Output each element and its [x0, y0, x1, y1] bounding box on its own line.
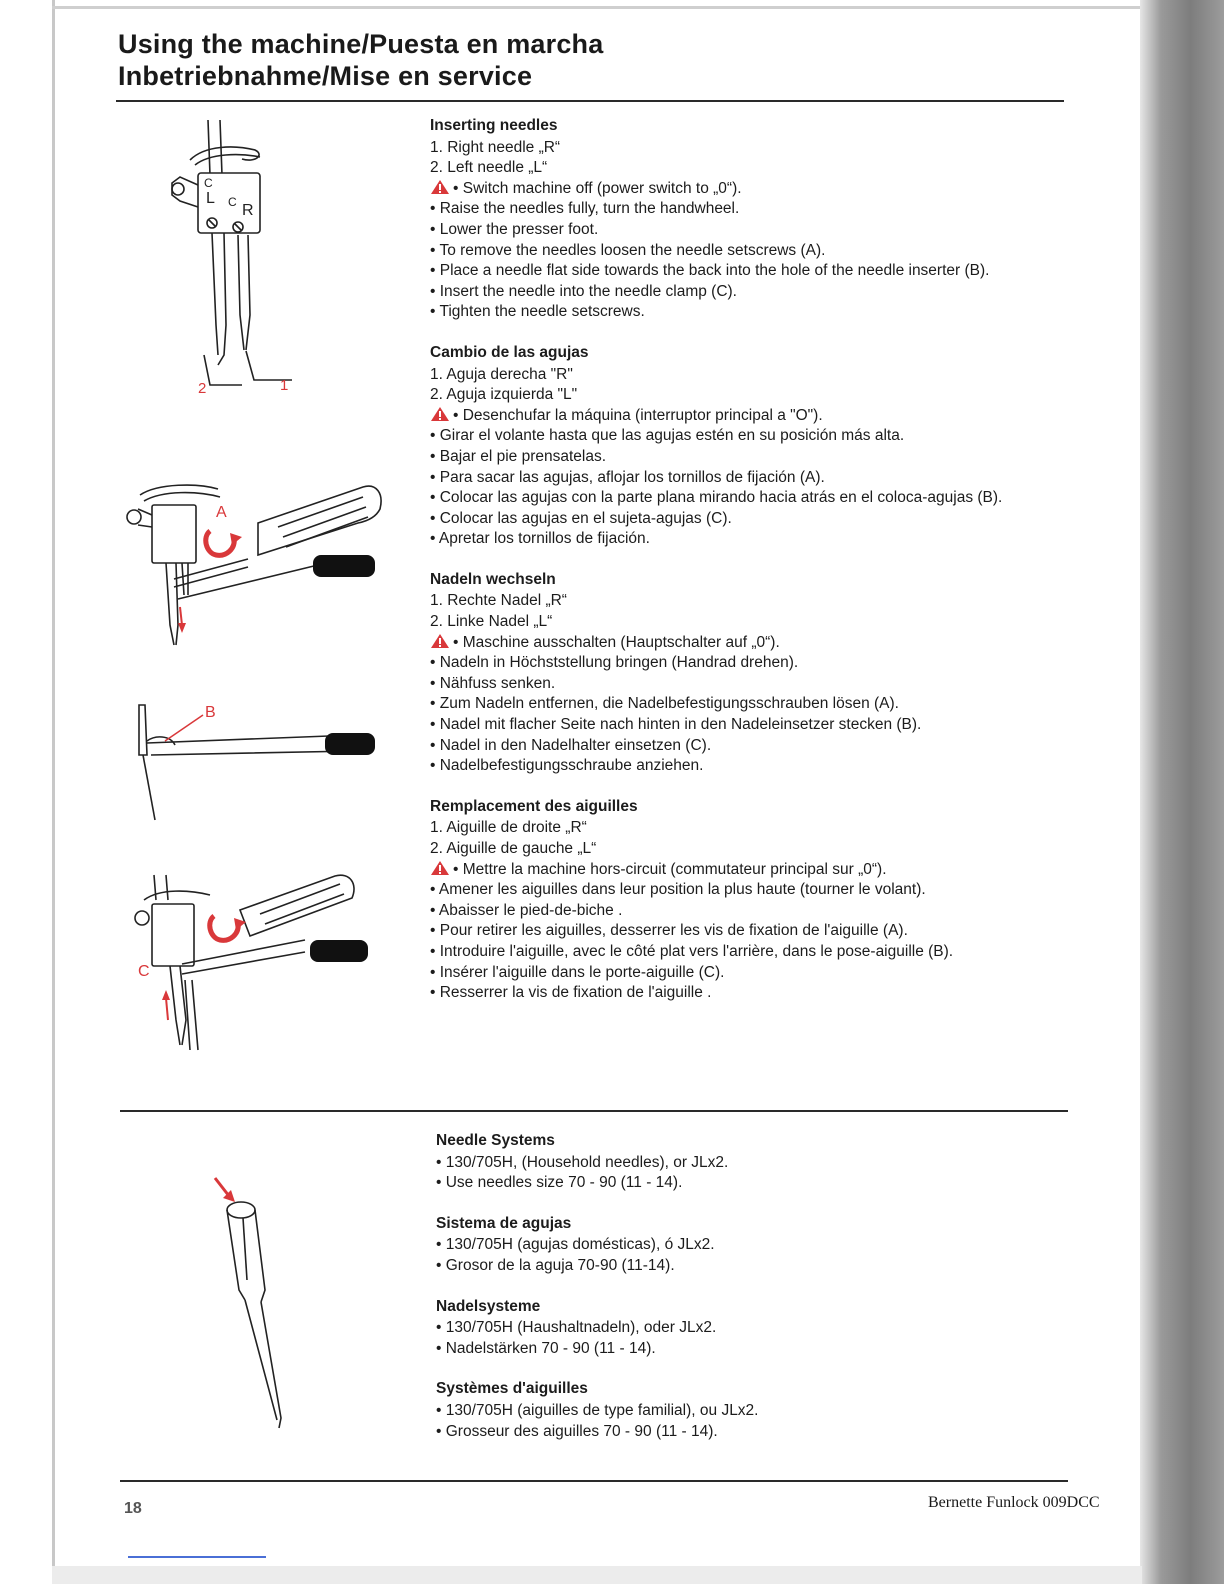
title-rule [116, 100, 1064, 102]
footer-brand: Bernette Funlock 009DCC [928, 1494, 1100, 1511]
section-heading: Cambio de las agujas [430, 343, 589, 361]
instruction-text: • Mettre la machine hors-circuit (commutateur principal sur „0“). [453, 860, 887, 878]
instruction-line: • Tighten the needle setscrews. [430, 303, 645, 321]
instruction-line: • Nähfuss senken. [430, 674, 556, 692]
label-c-small: C [228, 195, 237, 209]
bottom-link-underline [128, 1556, 266, 1558]
inserting-needles-section [430, 116, 1002, 1024]
instruction-line: 2. Linke Nadel „L“ [430, 613, 553, 631]
label-b: B [205, 704, 216, 721]
flat-side-arrow [215, 1178, 229, 1196]
instruction-line: 1. Rechte Nadel „R“ [430, 592, 567, 610]
up-arrow-head [162, 990, 170, 1000]
warning-icon [430, 633, 450, 649]
systems-block-es [436, 1214, 759, 1277]
page-number: 18 [124, 1500, 142, 1517]
instruction-line: • Lower the presser foot. [430, 220, 599, 238]
instruction-line: • Insert the needle into the needle clamp (C). [430, 282, 737, 300]
instruction-line: • Introduire l'aiguille, avec le côté plat vers l'arrière, dans le pose-aiguille (B). [430, 942, 954, 960]
section-heading: Systèmes d'aiguilles [436, 1380, 588, 1398]
instruction-line: • Nadelbefestigungsschraube anziehen. [430, 757, 704, 775]
label-needle-2: 2 [198, 380, 207, 397]
label-a: A [216, 504, 227, 521]
section-heading: Sistema de agujas [436, 1214, 572, 1232]
label-b-leader [165, 715, 203, 741]
instruction-line: • To remove the needles loosen the needle setscrews (A). [430, 241, 826, 259]
instruction-line: • Abaisser le pied-de-biche . [430, 901, 623, 919]
label-needle-1: 1 [280, 377, 289, 394]
warning-icon [430, 860, 450, 876]
instruction-line: • Colocar las agujas con la parte plana mirando hacia atrás en el coloca-agujas (B). [430, 489, 1003, 507]
page-bottom-edge [52, 1566, 1142, 1584]
systems-block-de [436, 1297, 759, 1360]
instruction-line-warning [430, 860, 1002, 881]
needle-clamp-figure [150, 115, 300, 405]
instruction-text: • Desenchufar la máquina (interruptor principal a "O"). [453, 406, 823, 424]
section-heading: Nadeln wechseln [430, 570, 556, 588]
scan-binding-shadow [1140, 0, 1224, 1584]
needle-systems-section [436, 1131, 759, 1462]
needle-clamp-insert-figure [130, 870, 380, 1060]
systems-block-fr [436, 1379, 759, 1442]
instruction-line: • Zum Nadeln entfernen, die Nadelbefestigungsschrauben lösen (A). [430, 695, 899, 713]
instruction-line: • 130/705H (agujas domésticas), ó JLx2. [436, 1236, 715, 1254]
warning-icon [430, 406, 450, 422]
instruction-line-warning [430, 406, 1002, 427]
instruction-line: • Nadeln in Höchststellung bringen (Handrad drehen). [430, 654, 799, 672]
tighten-arrow [210, 916, 239, 940]
instruction-line: • Amener les aiguilles dans leur position la plus haute (tourner le volant). [430, 881, 926, 899]
page-title [118, 28, 603, 92]
footer-rule [120, 1480, 1068, 1482]
warning-icon [430, 179, 450, 195]
label-c: C [204, 176, 213, 190]
instruction-line: • Place a needle flat side towards the back into the hole of the needle inserter (B). [430, 262, 990, 280]
instruction-line: • Use needles size 70 - 90 (11 - 14). [436, 1174, 683, 1192]
instruction-line: • Bajar el pie prensatelas. [430, 447, 607, 465]
instruction-line: 2. Aiguille de gauche „L“ [430, 840, 597, 857]
instruction-line: 2. Left needle „L“ [430, 159, 548, 177]
lang-block-fr [430, 797, 1002, 1004]
section-heading: Needle Systems [436, 1132, 555, 1149]
section-heading: Nadelsysteme [436, 1297, 541, 1315]
instruction-line: 1. Right needle „R“ [430, 138, 561, 156]
needle-inserter-figure [125, 695, 385, 825]
instruction-line: • Apretar los tornillos de fijación. [430, 530, 650, 548]
instruction-line: 1. Aiguille de droite „R“ [430, 819, 587, 837]
section-heading: Inserting needles [430, 117, 558, 134]
lang-block-de [430, 570, 1002, 777]
label-l: L [206, 190, 215, 207]
up-arrow [166, 998, 168, 1020]
page-top-edge [52, 6, 1162, 9]
instruction-text: • Switch machine off (power switch to „0“). [453, 179, 742, 197]
instruction-line: • Colocar las agujas en el sujeta-agujas (C). [430, 509, 732, 527]
turn-arrow [206, 531, 235, 555]
down-arrow-head [178, 623, 186, 633]
instruction-line: • Raise the needles fully, turn the handwheel. [430, 200, 740, 218]
instruction-line: • Girar el volante hasta que las agujas estén en su posición más alta. [430, 427, 905, 445]
screwdriver-handle [313, 555, 375, 577]
instruction-line: • Para sacar las agujas, aflojar los tornillos de fijación (A). [430, 468, 825, 486]
instruction-line: • 130/705H (aiguilles de type familial), ou JLx2. [436, 1401, 759, 1419]
instruction-line: • 130/705H, (Household needles), or JLx2. [436, 1153, 729, 1171]
screwdriver-figure [118, 475, 388, 665]
lang-block-en [430, 116, 1002, 323]
section-heading: Remplacement des aiguilles [430, 797, 638, 815]
instruction-line: • Grosor de la aguja 70-90 (11-14). [436, 1256, 675, 1274]
label-r: R [242, 202, 254, 219]
instruction-line: • 130/705H (Haushaltnadeln), oder JLx2. [436, 1319, 717, 1337]
instruction-line-warning [430, 633, 1002, 654]
instruction-line: 1. Aguja derecha "R" [430, 365, 573, 383]
instruction-line: • Resserrer la vis de fixation de l'aiguille . [430, 984, 712, 1002]
instruction-line: • Nadel in den Nadelhalter einsetzen (C). [430, 736, 712, 754]
instruction-line: • Grosseur des aiguilles 70 - 90 (11 - 14). [436, 1422, 718, 1440]
instruction-line: 2. Aguja izquierda "L" [430, 386, 578, 404]
page-left-edge [52, 0, 55, 1584]
instruction-line: • Insérer l'aiguille dans le porte-aiguille (C). [430, 963, 725, 981]
clamp-tool-handle [310, 940, 368, 962]
section-divider [120, 1110, 1068, 1112]
instruction-line: • Nadelstärken 70 - 90 (11 - 14). [436, 1339, 656, 1357]
label-c-clamp: C [138, 963, 150, 980]
title-line-2: Inbetriebnahme/Mise en service [118, 61, 533, 91]
instruction-line: • Pour retirer les aiguilles, desserrer les vis de fixation de l'aiguille (A). [430, 922, 908, 940]
instruction-line: • Nadel mit flacher Seite nach hinten in den Nadeleinsetzer stecken (B). [430, 716, 922, 734]
inserter-handle [325, 733, 375, 755]
down-arrow [180, 607, 182, 625]
title-line-1: Using the machine/Puesta en marcha [118, 29, 604, 59]
systems-block-en [436, 1131, 759, 1194]
instruction-text: • Maschine ausschalten (Hauptschalter auf „0“). [453, 633, 780, 651]
lang-block-es [430, 343, 1002, 550]
single-needle-figure [205, 1170, 315, 1430]
instruction-line-warning [430, 179, 1002, 200]
